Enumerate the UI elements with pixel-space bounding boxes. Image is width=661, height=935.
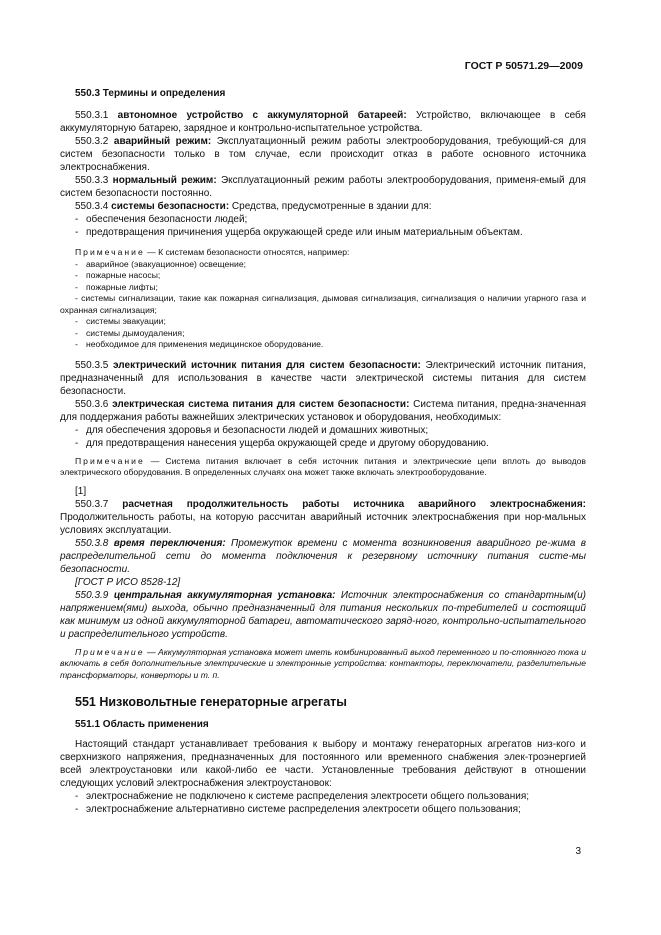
term-550-3-2: 550.3.2 аварийный режим: Эксплуатационный режим работы электрооборудования, требующий-ся для систем безопасности только в том случае, если происходит отказ в работе основного источника электроснабжения. (60, 136, 586, 173)
list-item: - для обеспечения здоровья и безопасности людей и домашних животных; (75, 424, 429, 436)
list-item: - аварийное (эвакуационное) освещение; (75, 258, 247, 269)
section-551-1-title: 551.1 Область применения (75, 719, 209, 730)
list-item: - электроснабжение не подключено к системе распределения электросети общего пользования; (75, 791, 530, 802)
section-550-3-title: 550.3 Термины и определения (75, 88, 226, 99)
list-item: - необходимое для применения медицинское оборудование. (75, 339, 324, 349)
list-item: - для предотвращения нанесения ущерба окружающей среде и другому оборудованию. (75, 437, 489, 449)
term-550-3-7: 550.3.7 расчетная продолжительность работы источника аварийного электроснабжения: Продолжительность работы, на которую рассчитан аварийный источник электроснабжения при нор-мальных условиях эксплуатации. (60, 498, 586, 536)
list-item: - пожарные насосы; (75, 270, 161, 280)
list-item: - системы эвакуации; (75, 316, 166, 326)
list-item: - системы сигнализации, такие как пожарная сигнализация, дымовая сигнализация, сигнализация о наличии угарного газа и охранная сигнализация; (60, 293, 586, 315)
term-550-3-9: 550.3.9 центральная аккумуляторная установка: Источник электроснабжения со стандартным(и) напряжением(ями) выхода, обычно предназначенный для питания нескольких по-требителей и состоящий как минимум из одной аккумуляторной батареи, автоматического заряд-ного, контрольно-испытательного и распределительного устройств. (60, 589, 586, 640)
list-item: - пожарные лифты; (75, 281, 158, 292)
term-550-3-8: 550.3.8 время переключения: Промежуток времени с момента возникновения аварийного ре-жима в распределительной сети до момента подключения к резервному источнику питания систе-мы безопасности. (60, 537, 586, 575)
page-number: 3 (575, 846, 581, 857)
term-550-3-1: 550.3.1 автономное устройство с аккумуляторной батареей: Устройство, включающее в себя аккумуляторную батарею, зарядное и контрольно-испытательное устройства. (60, 110, 586, 134)
note-power-system: Примечание — Система питания включает в себя источник питания и электрические цепи вплоть до выводов электрического оборудования. В определенных случаях она может также включать электрооборудование. (60, 455, 586, 477)
term-550-3-5: 550.3.5 электрический источник питания для систем безопасности: Электрический источник питания, предназначенный для использования в качестве части электрической системы питания для систем безопасности. (60, 359, 586, 397)
reference-gost-iso: [ГОСТ Р ИСО 8528-12] (75, 576, 181, 588)
page-content (60, 88, 586, 816)
term-550-3-4: 550.3.4 системы безопасности: Средства, предусмотренные в здании для: (75, 201, 432, 212)
paragraph-551-1: Настоящий стандарт устанавливает требования к выбору и монтажу генераторных агрегатов низ-кого и сверхнизкого напряжения, предназначенных для постоянного или временного снабжения элек-троэнергией всей электроустановки или какой-либо ее части. Установленные требования действуют в отношении следующих условий электроснабжения электроустановок: (60, 739, 586, 789)
note-battery-installation: Примечание — Аккумуляторная установка может иметь комбинированный выход переменного и по-стоянного тока и включать в себя дополнительные электрические и электронные устройства: контакторы, переключатели, разделительные трансформаторы, конверторы и т. п. (60, 646, 586, 680)
list-item: - предотвращения причинения ущерба окружающей среде или иным материальным объектам. (75, 227, 523, 238)
reference-1: [1] (75, 485, 87, 497)
list-item: - системы дымоудаления; (75, 327, 185, 338)
list-item: - электроснабжение альтернативно системе распределения электросети общего пользования; (75, 804, 521, 815)
list-item: - обеспечения безопасности людей; (75, 214, 248, 225)
term-550-3-6: 550.3.6 электрическая система питания для систем безопасности: Система питания, предна-значенная для поддержания работы важнейших электрических установок и оборудования, необходимых: (60, 398, 586, 423)
term-550-3-3: 550.3.3 нормальный режим: Эксплуатационный режим работы электрооборудования, применя-емый для систем безопасности постоянно. (60, 175, 586, 199)
section-551-title: 551 Низковольтные генераторные агрегаты (75, 695, 347, 709)
standard-header: ГОСТ Р 50571.29—2009 (464, 60, 583, 72)
note-safety-systems: Примечание — К системам безопасности относятся, например: - аварийное (эвакуационное) освещение; - пожарные насосы; - пожарные лифты; - системы сигнализации, такие как пожарная сигнализация, дымовая сигнализация, сигнализация о наличии угарного газа и охранная сигнализация; - системы эвакуации; - системы дымоудаления; - необходимое для применения медицинское оборудование. (60, 247, 586, 349)
